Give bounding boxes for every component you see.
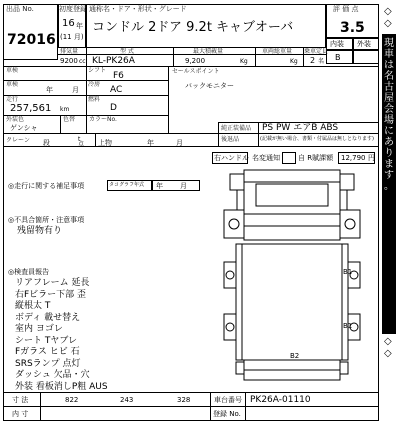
banner-char: あ xyxy=(384,137,394,148)
reg-no-label: 登録 No. xyxy=(213,410,241,418)
first-reg-year: 16 xyxy=(62,18,75,29)
report-line: 室内 ヨゴレ xyxy=(15,324,63,334)
dims-width: 243 xyxy=(120,396,134,404)
interior-score: B xyxy=(335,53,341,62)
banner-char: 屋 xyxy=(384,93,394,104)
weight-label: 車両総重量 xyxy=(262,48,293,55)
displacement-label: 排気量 xyxy=(60,48,79,55)
equipment-value: PS PW エアB ABS xyxy=(262,123,339,133)
banner-char: 。 xyxy=(384,181,394,192)
footer-sep-2 xyxy=(210,392,211,421)
issues-value: 残留物有り xyxy=(17,226,63,236)
crane-label: クレーン xyxy=(6,137,30,144)
option-label: 後退品 xyxy=(221,136,240,143)
banner-char: に xyxy=(384,126,394,137)
damage-mark-b2: B2 xyxy=(290,352,300,360)
crane-sep xyxy=(95,133,96,146)
fuel-value: D xyxy=(110,103,117,113)
model-label: 型 式 xyxy=(120,48,134,55)
top-label: 上物 xyxy=(98,139,112,147)
expiry-month: 月 xyxy=(72,86,79,94)
max-load-value: 9,200 xyxy=(185,57,206,65)
interior-label: 内装 xyxy=(330,40,344,48)
details-top xyxy=(3,66,379,67)
report-line: 縦根太 T xyxy=(15,301,51,311)
weight-unit: Kg xyxy=(290,58,298,65)
exterior-label: 外装 xyxy=(357,40,371,48)
inspection-expiry-label: 車検 xyxy=(6,81,19,88)
shift-value: F6 xyxy=(113,71,124,81)
vehicle-name: コンドル 2ドア 9.2t キャブオーバ xyxy=(92,20,294,35)
cab-outline xyxy=(244,170,340,214)
banner-char: は xyxy=(384,60,394,71)
color-change-label: 色替 xyxy=(63,116,76,123)
door-left xyxy=(224,210,244,238)
option-note: (記載が無い場合、書類・付属品は無しとなります) xyxy=(260,136,374,142)
score-value: 3.5 xyxy=(340,20,365,36)
expiry-year: 年 xyxy=(46,86,53,94)
banner-char: ま xyxy=(384,159,394,170)
tacho-year: 年 xyxy=(156,182,163,190)
banner-char: 車 xyxy=(384,49,394,60)
crane-ton: t xyxy=(78,136,81,143)
displacement-unit: cc xyxy=(79,58,86,65)
top-year: 年 xyxy=(147,139,154,147)
shift-label: シフト xyxy=(88,67,107,74)
steering-value: 右ハンドル xyxy=(214,154,249,162)
capacity-label: 乗車定員 xyxy=(304,48,329,55)
tax-value: 12,790 xyxy=(341,154,366,162)
diamond-icon: ◇ xyxy=(384,18,392,29)
footer-sep-3 xyxy=(245,392,246,421)
first-reg-era: 年 xyxy=(76,22,83,30)
ac-label: 冷房 xyxy=(88,81,101,88)
crane-stage: 段 xyxy=(43,139,50,147)
front-wheel-right xyxy=(345,219,355,229)
windshield xyxy=(256,184,328,206)
mirror-left xyxy=(230,174,244,190)
report-line: ダッシュ 欠品・穴 xyxy=(15,370,90,380)
side-banner xyxy=(382,34,396,334)
sales-point-label: セールスポイント xyxy=(172,68,220,75)
report-line: シート Tヤブレ xyxy=(15,335,77,346)
details-row-4 xyxy=(3,133,379,134)
tax-label: 自 R賦課額 xyxy=(298,154,334,162)
tacho-label: タコグラフ年式 xyxy=(109,182,145,188)
equipment-label: 純正装備品 xyxy=(221,125,252,132)
tax-unit: 円 xyxy=(368,154,375,162)
fuel-label: 燃料 xyxy=(88,96,101,103)
issues-label: ◎不具合箇所・注意事項 xyxy=(8,216,85,224)
report-line: SRSランプ 点灯 xyxy=(15,358,81,369)
interior-dims-label: 内 寸 xyxy=(12,410,29,418)
diamond-icon: ◇ xyxy=(384,348,392,359)
ac-value: AC xyxy=(110,85,123,95)
mileage-unit: km xyxy=(60,106,70,113)
first-reg-label: 初度登録 xyxy=(59,5,87,13)
displacement-value: 9200 xyxy=(60,57,78,65)
mileage-value: 257,561 xyxy=(10,103,52,114)
crane-bottom xyxy=(3,146,379,147)
inspection-label: 車検 xyxy=(6,67,19,74)
equipment-left xyxy=(218,122,219,146)
banner-char: 現 xyxy=(384,38,394,49)
details-col-3 xyxy=(60,115,61,133)
specs-sep-1 xyxy=(86,48,87,66)
details-col-1 xyxy=(86,66,87,133)
model-value: KL-PK26A xyxy=(92,56,135,66)
report-line: ボディ 載せ替え xyxy=(15,312,81,323)
supplement-label: ◎走行に関する補足事項 xyxy=(8,182,85,190)
ext-color-value: ゲンシャ xyxy=(10,124,38,132)
damage-mark-b1-bottom: B1 xyxy=(343,322,353,330)
banner-char: り xyxy=(384,148,394,159)
banner-char: 名 xyxy=(384,71,394,82)
max-load-label: 最大積載量 xyxy=(193,48,224,55)
lot-label: 出品 No. xyxy=(6,5,34,13)
capacity-value: 2 xyxy=(310,56,316,65)
wheel-left-1 xyxy=(226,271,234,279)
banner-char: 古 xyxy=(384,82,394,93)
details-col-2 xyxy=(168,66,169,133)
lot-number: 72016 xyxy=(7,32,56,48)
mileage-label: 走行 xyxy=(6,96,19,103)
dims-label: 寸 法 xyxy=(12,396,29,404)
footer-mid xyxy=(3,406,379,407)
specs-sep-3 xyxy=(255,48,256,66)
ext-color-label: 外装色 xyxy=(6,116,25,123)
name-change-box xyxy=(282,152,296,164)
report-line: 右Fビラー下部 歪 xyxy=(15,289,87,300)
report-line: 外装 看板消しP粗 AUS xyxy=(15,381,108,392)
diamond-icon: ◇ xyxy=(384,6,392,17)
report-line: リアフレーム 延長 xyxy=(15,278,90,288)
front-wheel-left xyxy=(229,219,239,229)
dims-length: 822 xyxy=(65,396,79,404)
cargo-body xyxy=(236,244,348,360)
vin-value: PK26A-01110 xyxy=(250,395,311,405)
tacho-month: 月 xyxy=(180,182,187,190)
inspector-label: ◎検査員報告 xyxy=(8,268,50,276)
footer-top xyxy=(3,392,379,393)
sales-point-value: バックモニター xyxy=(185,82,234,90)
capacity-unit: 名 xyxy=(318,58,325,65)
door-right xyxy=(340,210,360,238)
vin-label: 車台番号 xyxy=(214,396,242,404)
diamond-icon: ◇ xyxy=(384,336,392,347)
banner-char: す xyxy=(384,170,394,181)
report-line: Fガラス ヒビ 石 xyxy=(15,347,80,357)
first-reg-month: (11 月) xyxy=(60,33,84,41)
category-label: 通称名・ドア・形状・グレード xyxy=(89,5,187,13)
name-change-label: 名変通知 xyxy=(252,154,280,162)
rear-lamp-right xyxy=(340,362,348,374)
specs-sep-2 xyxy=(173,48,174,66)
crane-points: 点 xyxy=(78,141,85,148)
footer-sep-1 xyxy=(40,392,41,421)
dims-height: 328 xyxy=(177,396,191,404)
banner-char: 場 xyxy=(384,115,394,126)
exterior-score-cell xyxy=(353,50,379,64)
color-no-label: カラーNo. xyxy=(89,116,117,123)
wheel-left-2 xyxy=(226,323,234,331)
banner-char: 会 xyxy=(384,104,394,115)
score-label: 評 価 点 xyxy=(333,5,359,13)
damage-mark-b1-top: B1 xyxy=(343,268,353,276)
top-month: 月 xyxy=(176,139,183,147)
cab-rear xyxy=(244,214,340,240)
mirror-right xyxy=(340,174,354,190)
max-load-unit: Kg xyxy=(240,58,248,65)
equipment-sep xyxy=(258,122,259,146)
report-list xyxy=(15,278,135,393)
rear-lamp-left xyxy=(236,362,244,374)
